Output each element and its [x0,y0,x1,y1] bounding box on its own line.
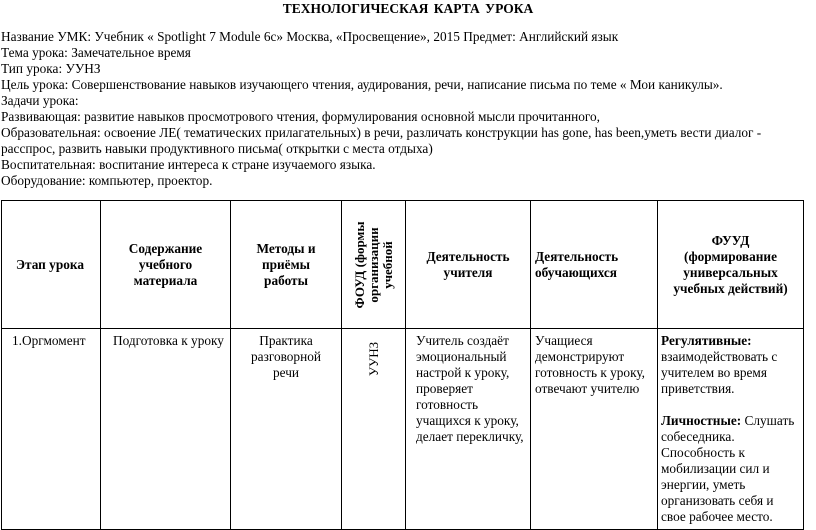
topic-line: Тема урока: Замечательное время [1,45,191,60]
fuud-personal-label: Личностные: [661,413,742,428]
header-methods [231,201,342,329]
header-fouud [342,201,406,329]
header-fouud-label: ФОУД (формы организации учебной [351,221,395,308]
cell-stage: 1.Оргмомент [2,329,101,530]
lesson-info [1,29,813,189]
header-stage: Этап урока [2,201,101,329]
type-line: Тип урока: УУНЗ [1,61,101,76]
cell-methods [231,329,342,530]
header-fuud [658,201,804,329]
cell-methods-text: Практика разговорной речи [251,333,321,380]
developing-task: Развивающая: развитие навыков просмотрового чтения, формулирования основной мысли прочитанного, [1,109,600,124]
page-title: ТЕХНОЛОГИЧЕСКАЯ КАРТА УРОКА [282,1,534,16]
header-content [101,201,231,329]
fuud-regulative-label: Регулятивные: [661,333,752,348]
header-methods-label: Методы и приёмы работы [256,240,316,288]
header-teacher [406,201,531,329]
cell-teacher: Учитель создаёт эмоциональный настрой к уроку, проверяет готовность учащихся к уроку, делает перекличку, [406,329,531,530]
fuud-regulative [661,333,801,397]
fuud-personal-text: Слушать собеседника. Способность к мобилизации сил и энергии, уметь организовать себя и свое рабочее место. [661,413,795,524]
equipment-line: Оборудование: компьютер, проектор. [1,173,213,188]
header-content-label: Содержание учебного материала [128,240,203,288]
table-header-row [2,201,804,329]
educational-task: Образовательная: освоение ЛЕ( тематических прилагательных) в речи, различать конструкции has gone, has been,уметь вести диалог - расспрос, развить навыки продуктивного письма( открытки с места отдыха) [1,125,762,156]
upbringing-task: Воспитательная: воспитание интереса к стране изучаемого языка. [1,157,376,172]
umk-line: Название УМК: Учебник « Spotlight 7 Module 6c» Москва, «Просвещение», 2015 Предмет: Английский язык [1,29,619,44]
fuud-regulative-text: взаимодействовать с учителем во время приветствия. [661,349,778,396]
table-row [2,329,804,530]
header-fuud-label: ФУУД (формирование универсальных учебных действий) [673,232,788,296]
lesson-map-table [1,200,804,530]
goal-line: Цель урока: Совершенствование навыков изучающего чтения, аудирования, речи, написание письма по теме « Мои каникулы». [1,77,723,92]
cell-students: Учащиеся демонстрируют готовность к уроку, отвечают учителю [531,329,658,530]
header-students-label: Деятельность обучающихся [535,248,619,280]
fuud-personal [661,413,801,525]
header-students [531,201,658,329]
cell-fuud [658,329,804,530]
cell-content: Подготовка к уроку [101,329,231,530]
header-teacher-label: Деятельность учителя [426,248,510,280]
cell-fouud-text: УУНЗ [365,341,381,377]
cell-fouud [342,329,406,530]
tasks-label: Задачи урока: [1,93,79,108]
